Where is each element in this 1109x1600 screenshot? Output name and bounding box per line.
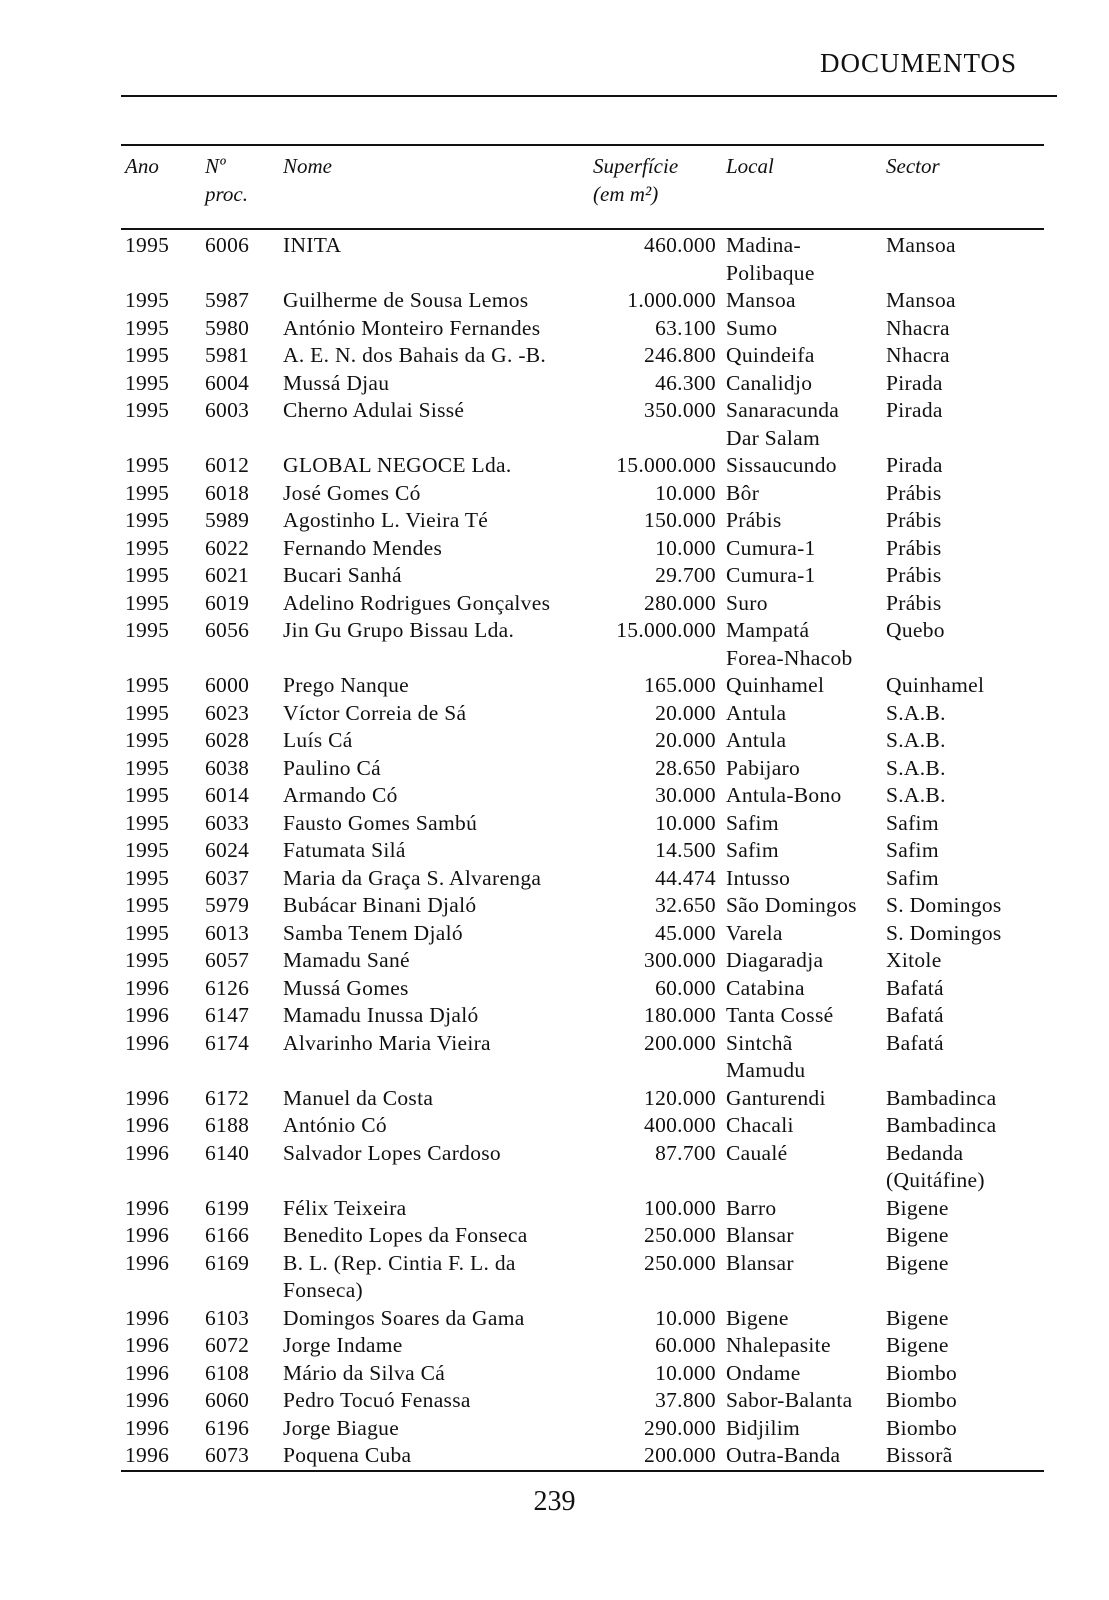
cell-superficie: 200.000 xyxy=(644,1443,716,1467)
cell-sector: Bigene xyxy=(886,1250,949,1275)
cell-proc: 6060 xyxy=(205,1388,250,1412)
cell-nome: Maria da Graça S. Alvarenga xyxy=(283,865,542,890)
column-header-proc: Nº proc. xyxy=(205,154,248,206)
cell-superficie: 10.000 xyxy=(655,810,716,835)
cell-proc: 6038 xyxy=(205,755,250,780)
cell-local: Cumura-1 xyxy=(726,563,816,587)
cell-ano: 1996 xyxy=(125,975,170,1000)
cell-superficie: 300.000 xyxy=(644,948,716,972)
cell-proc: 6028 xyxy=(205,728,250,752)
table-row xyxy=(121,1387,1044,1415)
cell-local: Ondame xyxy=(726,1360,801,1385)
cell-local: Sabor-Balanta xyxy=(726,1388,853,1412)
cell-superficie: 29.700 xyxy=(655,563,716,587)
header-rule xyxy=(121,95,1057,97)
cell-proc: 6057 xyxy=(205,948,250,972)
table-row xyxy=(121,947,1044,975)
cell-ano: 1995 xyxy=(125,453,170,477)
cell-proc: 6022 xyxy=(205,535,250,560)
cell-ano: 1996 xyxy=(125,1305,170,1330)
cell-local: Nhalepasite xyxy=(726,1333,831,1357)
cell-ano: 1995 xyxy=(125,920,170,945)
cell-local: Blansar xyxy=(726,1250,794,1275)
cell-local: Sissaucundo xyxy=(726,453,837,477)
cell-superficie: 20.000 xyxy=(655,728,716,752)
cell-local: Sanaracunda Dar Salam xyxy=(726,398,840,450)
cell-proc: 6024 xyxy=(205,838,250,862)
cell-proc: 6037 xyxy=(205,865,250,890)
cell-ano: 1995 xyxy=(125,673,170,697)
cell-sector: Prábis xyxy=(886,563,942,587)
table-row xyxy=(121,700,1044,728)
cell-ano: 1995 xyxy=(125,865,170,890)
cell-superficie: 120.000 xyxy=(644,1085,716,1110)
cell-sector: Bedanda (Quitáfine) xyxy=(886,1140,985,1192)
cell-sector: S.A.B. xyxy=(886,783,946,807)
cell-sector: Biombo xyxy=(886,1360,958,1385)
cell-nome: Adelino Rodrigues Gonçalves xyxy=(283,590,551,615)
cell-superficie: 32.650 xyxy=(655,893,716,917)
column-header-superficie: Superfície (em m²) xyxy=(593,154,679,206)
table-row xyxy=(121,562,1044,590)
cell-proc: 6166 xyxy=(205,1223,250,1247)
cell-sector: Bissorã xyxy=(886,1443,953,1467)
cell-proc: 6196 xyxy=(205,1415,250,1440)
cell-nome: Prego Nanque xyxy=(283,673,409,697)
cell-proc: 6014 xyxy=(205,783,250,807)
cell-local: Mampatá Forea-Nhacob xyxy=(726,618,853,670)
cell-local: Tanta Cossé xyxy=(726,1003,834,1027)
cell-nome: Félix Teixeira xyxy=(283,1195,407,1220)
cell-sector: Safim xyxy=(886,838,939,862)
cell-local: Blansar xyxy=(726,1223,794,1247)
cell-sector: Bigene xyxy=(886,1195,949,1220)
cell-superficie: 280.000 xyxy=(644,590,716,615)
table-row xyxy=(121,1195,1044,1223)
cell-ano: 1996 xyxy=(125,1140,170,1165)
cell-sector: Prábis xyxy=(886,590,942,615)
table-row xyxy=(121,672,1044,700)
cell-local: Antula-Bono xyxy=(726,783,842,807)
cell-nome: Jorge Biague xyxy=(283,1415,400,1440)
table-row xyxy=(121,287,1044,315)
cell-ano: 1995 xyxy=(125,315,170,340)
cell-ano: 1996 xyxy=(125,1333,170,1357)
table-row xyxy=(121,590,1044,618)
cell-nome: Cherno Adulai Sissé xyxy=(283,398,465,422)
cell-nome: Jorge Indame xyxy=(283,1333,403,1357)
cell-proc: 5980 xyxy=(205,315,250,340)
cell-local: Intusso xyxy=(726,865,791,890)
cell-ano: 1995 xyxy=(125,480,170,505)
cell-sector: Prábis xyxy=(886,535,942,560)
table-row xyxy=(121,975,1044,1003)
cell-nome: Pedro Tocuó Fenassa xyxy=(283,1388,471,1412)
cell-superficie: 180.000 xyxy=(644,1003,716,1027)
cell-ano: 1995 xyxy=(125,398,170,422)
cell-superficie: 350.000 xyxy=(644,398,716,422)
cell-sector: S.A.B. xyxy=(886,755,946,780)
cell-local: Antula xyxy=(726,728,787,752)
cell-ano: 1996 xyxy=(125,1223,170,1247)
cell-sector: Mansoa xyxy=(886,233,956,257)
cell-nome: Mussá Gomes xyxy=(283,975,409,1000)
cell-superficie: 37.800 xyxy=(655,1388,716,1412)
table-row xyxy=(121,1442,1044,1471)
cell-proc: 6172 xyxy=(205,1085,250,1110)
cell-nome: Agostinho L. Vieira Té xyxy=(283,508,489,532)
cell-local: Mansoa xyxy=(726,288,796,312)
cell-superficie: 60.000 xyxy=(655,1333,716,1357)
cell-local: Cumura-1 xyxy=(726,535,816,560)
cell-superficie: 250.000 xyxy=(644,1250,716,1275)
cell-local: Bidjilim xyxy=(726,1415,801,1440)
cell-local: Bigene xyxy=(726,1305,789,1330)
cell-nome: Mário da Silva Cá xyxy=(283,1360,446,1385)
cell-proc: 6021 xyxy=(205,563,250,587)
table-row xyxy=(121,1250,1044,1305)
table-row xyxy=(121,342,1044,370)
cell-superficie: 10.000 xyxy=(655,1360,716,1385)
cell-superficie: 246.800 xyxy=(644,343,716,367)
cell-proc: 5981 xyxy=(205,343,250,367)
cell-nome: José Gomes Có xyxy=(283,480,421,505)
cell-ano: 1995 xyxy=(125,590,170,615)
cell-sector: S. Domingos xyxy=(886,920,1002,945)
cell-superficie: 45.000 xyxy=(655,920,716,945)
cell-ano: 1996 xyxy=(125,1085,170,1110)
cell-superficie: 28.650 xyxy=(655,755,716,780)
table-header xyxy=(121,145,1044,229)
cell-nome: B. L. (Rep. Cintia F. L. da Fonseca) xyxy=(283,1250,516,1302)
cell-sector: Bambadinca xyxy=(886,1085,997,1110)
cell-nome: Fausto Gomes Sambú xyxy=(283,810,478,835)
cell-proc: 6169 xyxy=(205,1250,250,1275)
cell-local: Sumo xyxy=(726,315,778,340)
table-row xyxy=(121,1360,1044,1388)
table-row xyxy=(121,370,1044,398)
cell-local: Catabina xyxy=(726,975,805,1000)
table-row xyxy=(121,1415,1044,1443)
cell-proc: 6147 xyxy=(205,1003,250,1027)
cell-sector: Bafatá xyxy=(886,975,944,1000)
cell-superficie: 10.000 xyxy=(655,535,716,560)
cell-superficie: 20.000 xyxy=(655,700,716,725)
cell-superficie: 46.300 xyxy=(655,370,716,395)
table-row xyxy=(121,727,1044,755)
cell-local: Diagaradja xyxy=(726,948,824,972)
cell-nome: GLOBAL NEGOCE Lda. xyxy=(283,453,512,477)
cell-proc: 6073 xyxy=(205,1443,250,1467)
column-header-sector: Sector xyxy=(886,154,940,178)
table-row xyxy=(121,229,1044,287)
cell-nome: Mamadu Inussa Djaló xyxy=(283,1003,479,1027)
cell-local: Ganturendi xyxy=(726,1085,826,1110)
cell-superficie: 250.000 xyxy=(644,1223,716,1247)
table-row xyxy=(121,837,1044,865)
cell-ano: 1995 xyxy=(125,370,170,395)
cell-sector: Prábis xyxy=(886,480,942,505)
cell-superficie: 15.000.000 xyxy=(616,453,716,477)
cell-superficie: 63.100 xyxy=(655,315,716,340)
cell-ano: 1995 xyxy=(125,508,170,532)
cell-nome: Bucari Sanhá xyxy=(283,563,402,587)
cell-superficie: 150.000 xyxy=(644,508,716,532)
cell-ano: 1995 xyxy=(125,948,170,972)
table-row xyxy=(121,1112,1044,1140)
cell-sector: Safim xyxy=(886,810,939,835)
cell-nome: Mussá Djau xyxy=(283,370,390,395)
cell-superficie: 460.000 xyxy=(644,233,716,257)
cell-local: Quindeifa xyxy=(726,343,815,367)
cell-ano: 1996 xyxy=(125,1388,170,1412)
cell-proc: 6199 xyxy=(205,1195,250,1220)
cell-ano: 1995 xyxy=(125,618,170,642)
running-header: DOCUMENTOS xyxy=(820,48,1018,78)
table-body xyxy=(121,229,1044,1471)
cell-ano: 1996 xyxy=(125,1360,170,1385)
cell-nome: Armando Có xyxy=(283,783,398,807)
cell-local: Madina- Polibaque xyxy=(726,233,815,285)
column-header-local: Local xyxy=(726,154,774,178)
cell-local: Barro xyxy=(726,1195,777,1220)
cell-sector: Bafatá xyxy=(886,1003,944,1027)
cell-nome: Luís Cá xyxy=(283,728,353,752)
cell-local: Outra-Banda xyxy=(726,1443,841,1467)
page-number: 239 xyxy=(533,1486,576,1517)
cell-proc: 5987 xyxy=(205,288,250,312)
table-row xyxy=(121,810,1044,838)
cell-sector: Quebo xyxy=(886,618,945,642)
land-concessions-table xyxy=(121,144,1044,1472)
cell-sector: S. Domingos xyxy=(886,893,1002,917)
cell-proc: 6140 xyxy=(205,1140,250,1165)
table-row xyxy=(121,782,1044,810)
cell-ano: 1996 xyxy=(125,1250,170,1275)
cell-nome: António Monteiro Fernandes xyxy=(283,315,541,340)
cell-superficie: 30.000 xyxy=(655,783,716,807)
cell-local: Quinhamel xyxy=(726,673,825,697)
cell-sector: Quinhamel xyxy=(886,673,985,697)
cell-nome: Poquena Cuba xyxy=(283,1443,412,1467)
cell-proc: 6013 xyxy=(205,920,250,945)
cell-sector: Biombo xyxy=(886,1415,958,1440)
cell-nome: Manuel da Costa xyxy=(283,1085,434,1110)
cell-sector: Pirada xyxy=(886,370,943,395)
cell-proc: 6188 xyxy=(205,1113,250,1137)
cell-ano: 1996 xyxy=(125,1195,170,1220)
table-row xyxy=(121,535,1044,563)
cell-ano: 1995 xyxy=(125,755,170,780)
cell-proc: 6033 xyxy=(205,810,250,835)
cell-superficie: 87.700 xyxy=(655,1140,716,1165)
cell-sector: Xitole xyxy=(886,948,942,972)
cell-sector: Safim xyxy=(886,865,939,890)
cell-proc: 6018 xyxy=(205,480,250,505)
column-header-ano: Ano xyxy=(125,154,159,178)
cell-sector: Bambadinca xyxy=(886,1113,997,1137)
cell-ano: 1995 xyxy=(125,728,170,752)
cell-superficie: 14.500 xyxy=(655,838,716,862)
cell-nome: Jin Gu Grupo Bissau Lda. xyxy=(283,618,515,642)
cell-proc: 5979 xyxy=(205,893,250,917)
cell-nome: A. E. N. dos Bahais da G. -B. xyxy=(283,343,547,367)
table-row xyxy=(121,865,1044,893)
cell-proc: 6072 xyxy=(205,1333,250,1357)
cell-superficie: 10.000 xyxy=(655,480,716,505)
cell-proc: 6174 xyxy=(205,1030,250,1055)
cell-superficie: 1.000.000 xyxy=(627,288,716,312)
table-row xyxy=(121,892,1044,920)
cell-ano: 1995 xyxy=(125,288,170,312)
table-row xyxy=(121,1085,1044,1113)
cell-nome: Domingos Soares da Gama xyxy=(283,1305,525,1330)
cell-superficie: 10.000 xyxy=(655,1305,716,1330)
cell-ano: 1995 xyxy=(125,783,170,807)
cell-proc: 5989 xyxy=(205,508,250,532)
cell-sector: Pirada xyxy=(886,398,943,422)
cell-local: Bôr xyxy=(726,480,760,505)
cell-local: Caualé xyxy=(726,1140,788,1165)
cell-nome: Víctor Correia de Sá xyxy=(283,700,467,725)
cell-nome: Paulino Cá xyxy=(283,755,381,780)
cell-ano: 1995 xyxy=(125,563,170,587)
land-concessions-table-wrapper xyxy=(121,144,1044,1472)
cell-sector: Bigene xyxy=(886,1305,949,1330)
cell-nome: INITA xyxy=(283,233,342,257)
cell-proc: 6003 xyxy=(205,398,250,422)
cell-local: Pabijaro xyxy=(726,755,801,780)
cell-superficie: 290.000 xyxy=(644,1415,716,1440)
table-header-row xyxy=(121,145,1044,229)
cell-sector: Bigene xyxy=(886,1223,949,1247)
table-row xyxy=(121,452,1044,480)
cell-nome: Salvador Lopes Cardoso xyxy=(283,1140,501,1165)
cell-local: Canalidjo xyxy=(726,370,813,395)
cell-proc: 6056 xyxy=(205,618,250,642)
cell-sector: Nhacra xyxy=(886,315,950,340)
cell-nome: Guilherme de Sousa Lemos xyxy=(283,288,529,312)
cell-nome: Samba Tenem Djaló xyxy=(283,920,463,945)
table-row xyxy=(121,617,1044,672)
cell-ano: 1996 xyxy=(125,1415,170,1440)
cell-ano: 1995 xyxy=(125,810,170,835)
cell-proc: 6012 xyxy=(205,453,250,477)
cell-superficie: 60.000 xyxy=(655,975,716,1000)
table-row xyxy=(121,920,1044,948)
cell-sector: S.A.B. xyxy=(886,728,946,752)
cell-proc: 6006 xyxy=(205,233,250,257)
cell-ano: 1996 xyxy=(125,1113,170,1137)
cell-sector: Bigene xyxy=(886,1333,949,1357)
cell-local: Chacali xyxy=(726,1113,794,1137)
cell-sector: Biombo xyxy=(886,1388,958,1412)
table-row xyxy=(121,315,1044,343)
table-row xyxy=(121,1332,1044,1360)
cell-ano: 1995 xyxy=(125,535,170,560)
cell-local: Safim xyxy=(726,810,779,835)
cell-superficie: 100.000 xyxy=(644,1195,716,1220)
cell-sector: Nhacra xyxy=(886,343,950,367)
cell-ano: 1996 xyxy=(125,1003,170,1027)
cell-local: Sintchã Mamudu xyxy=(726,1030,806,1082)
cell-proc: 6000 xyxy=(205,673,250,697)
cell-ano: 1995 xyxy=(125,343,170,367)
table-row xyxy=(121,755,1044,783)
column-header-nome: Nome xyxy=(283,154,332,178)
cell-sector: Prábis xyxy=(886,508,942,532)
cell-ano: 1996 xyxy=(125,1443,170,1467)
table-row xyxy=(121,1140,1044,1195)
cell-proc: 6023 xyxy=(205,700,250,725)
table-row xyxy=(121,1305,1044,1333)
table-row xyxy=(121,1002,1044,1030)
table-row xyxy=(121,397,1044,452)
cell-nome: Alvarinho Maria Vieira xyxy=(283,1030,491,1055)
cell-ano: 1995 xyxy=(125,893,170,917)
cell-proc: 6103 xyxy=(205,1305,250,1330)
cell-ano: 1995 xyxy=(125,233,170,257)
cell-local: São Domingos xyxy=(726,893,857,917)
cell-nome: Bubácar Binani Djaló xyxy=(283,893,477,917)
table-row xyxy=(121,480,1044,508)
cell-superficie: 400.000 xyxy=(644,1113,716,1137)
cell-superficie: 200.000 xyxy=(644,1030,716,1055)
cell-local: Suro xyxy=(726,590,768,615)
cell-proc: 6004 xyxy=(205,370,250,395)
table-row xyxy=(121,1030,1044,1085)
cell-proc: 6019 xyxy=(205,590,250,615)
cell-ano: 1996 xyxy=(125,1030,170,1055)
cell-proc: 6108 xyxy=(205,1360,250,1385)
cell-sector: Bafatá xyxy=(886,1030,944,1055)
cell-nome: António Có xyxy=(283,1113,387,1137)
cell-sector: Mansoa xyxy=(886,288,956,312)
cell-nome: Fatumata Silá xyxy=(283,838,406,862)
table-row xyxy=(121,507,1044,535)
cell-ano: 1995 xyxy=(125,838,170,862)
table-row xyxy=(121,1222,1044,1250)
cell-superficie: 15.000.000 xyxy=(616,618,716,642)
cell-sector: S.A.B. xyxy=(886,700,946,725)
cell-sector: Pirada xyxy=(886,453,943,477)
cell-local: Prábis xyxy=(726,508,782,532)
cell-local: Antula xyxy=(726,700,787,725)
cell-local: Varela xyxy=(726,920,783,945)
cell-nome: Fernando Mendes xyxy=(283,535,443,560)
cell-ano: 1995 xyxy=(125,700,170,725)
cell-superficie: 44.474 xyxy=(655,865,716,890)
cell-superficie: 165.000 xyxy=(644,673,716,697)
cell-local: Safim xyxy=(726,838,779,862)
cell-nome: Mamadu Sané xyxy=(283,948,410,972)
cell-proc: 6126 xyxy=(205,975,250,1000)
cell-nome: Benedito Lopes da Fonseca xyxy=(283,1223,528,1247)
